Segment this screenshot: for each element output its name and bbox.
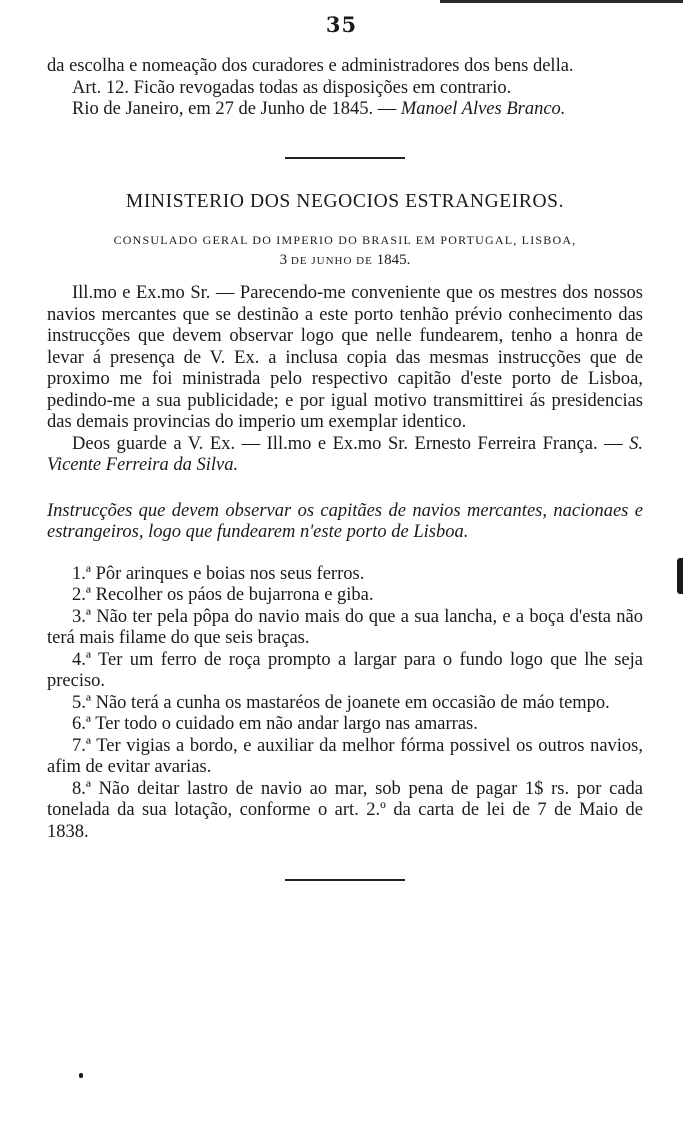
date-de-2: DE: [356, 255, 373, 267]
ministry-heading: MINISTERIO DOS NEGOCIOS ESTRANGEIROS.: [125, 190, 565, 212]
letter-body: Ill.mo e Ex.mo Sr. — Parecendo-me conveniente que os mestres dos nossos navios mercantes que se destinão a este porto tenhão prévio conhecimento das instrucções que devem observar logo que nelle fundearem, tenho a honra de levar á presença de V. Ex. a inclusa copia das mesmas instrucções que de proximo me foi ministrada pelo respectivo capitão d'este porto de Lisboa, pedindo-me a sua publicidade; e por igual motivo transmittirei ás presidencias das demais provincias do imperio um exemplar identico.: [47, 283, 643, 432]
instruction-item-3: 3.ª Não ter pela pôpa do navio mais do que a sua lancha, e a boça d'esta não terá mais filame do que seis braças.: [47, 606, 643, 648]
instruction-item-2: 2.ª Recolher os páos de bujarrona e giba.: [72, 585, 374, 605]
instruction-item-5: 5.ª Não terá a cunha os mastaréos de joanete em occasião de máo tempo.: [72, 692, 610, 713]
decree-signature: Manoel Alves Branco.: [400, 99, 566, 119]
date-year: 1845.: [376, 252, 411, 268]
instructions-title: Instrucções que devem observar os capitães de navios mercantes, nacionaes e estrangeiros, logo que fundearem n'este porto de Lisboa.: [47, 500, 643, 542]
article-label: Art. 12.: [72, 77, 130, 98]
letter-closing-text: Deos guarde a V. Ex. — Ill.mo e Ex.mo Sr. Ernesto Ferreira França. —: [72, 433, 623, 454]
date-day: 3: [279, 252, 288, 268]
decree-date: Rio de Janeiro, em 27 de Junho de 1845. —: [72, 99, 397, 119]
instruction-item-1: 1.ª Pôr arinques e boias nos seus ferros.: [72, 563, 365, 584]
page-body: [47, 56, 643, 881]
letter-signature: S. Vicente Ferreira da Silva.: [47, 433, 644, 475]
article-text: Ficão revogadas todas as disposições em contrario.: [133, 77, 512, 98]
scan-edge-mark: [677, 558, 683, 594]
top-edge-rule: [440, 0, 683, 3]
consulate-line: CONSULADO GERAL DO IMPERIO DO BRASIL EM PORTUGAL, LISBOA,: [113, 233, 577, 247]
instruction-item-6: 6.ª Ter todo o cuidado em não andar largo nas amarras.: [72, 714, 478, 734]
consulate-date: [47, 250, 643, 271]
decree-date-signature: [47, 99, 643, 121]
instruction-item-4: 4.ª Ter um ferro de roça prompto a largar para o fundo logo que lhe seja preciso.: [47, 649, 643, 691]
decree-closing-paragraph: da escolha e nomeação dos curadores e administradores dos bens della.: [47, 56, 574, 76]
date-month: JUNHO: [311, 255, 353, 267]
date-de-1: DE: [290, 255, 308, 267]
letter-closing: [47, 434, 643, 477]
instruction-item-8: 8.ª Não deitar lastro de navio ao mar, sob pena de pagar 1$ rs. por cada tonelada da sua lotação, conforme o art. 2.º da carta de lei de 7 de Maio de 1838.: [47, 778, 643, 842]
section-divider-bottom: [285, 879, 405, 881]
scan-dot-mark: [79, 1073, 83, 1078]
instruction-item-7: 7.ª Ter vigias a bordo, e auxiliar da melhor fórma possivel os outros navios, afim de evitar avarias.: [47, 735, 643, 777]
page-number: 35: [325, 12, 358, 37]
decree-article-12: [47, 78, 643, 100]
